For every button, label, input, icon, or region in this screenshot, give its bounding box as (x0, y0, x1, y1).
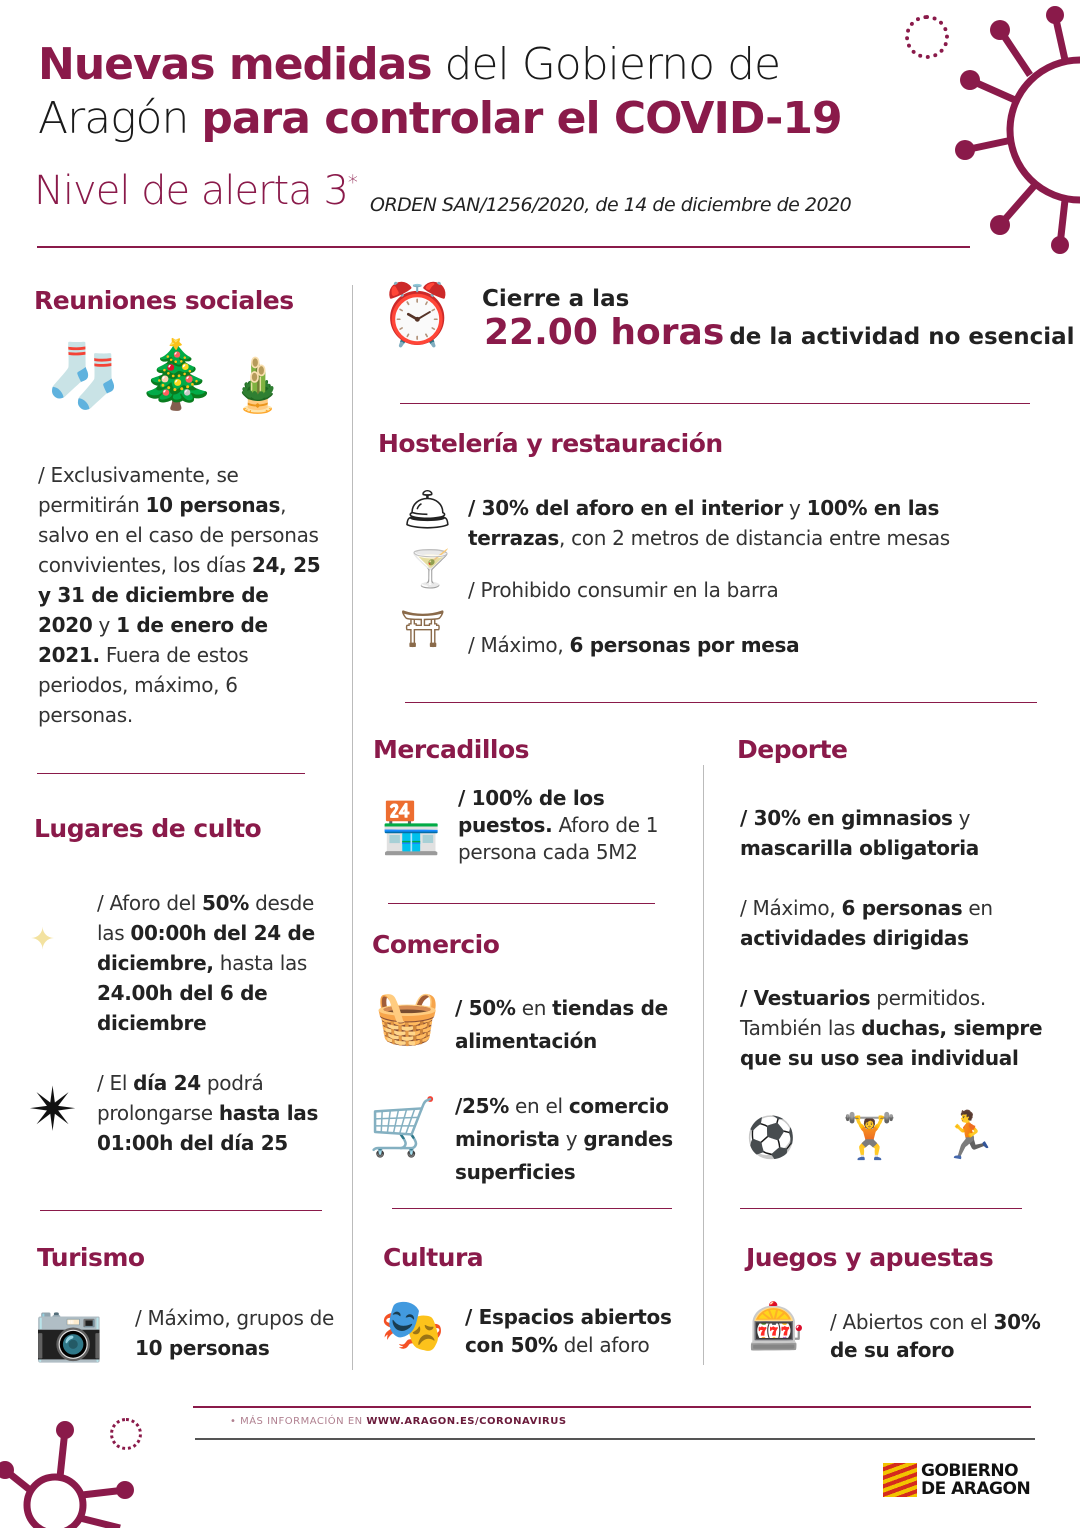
text: en (962, 896, 993, 920)
divider (740, 1208, 1022, 1209)
text: / Exclusivamente, se permitirán (38, 463, 239, 517)
hosteleria-text-3 (468, 630, 1028, 660)
mercadillos-text (458, 785, 683, 866)
basket-icon: 🧺 (375, 988, 440, 1048)
alert-footnote-mark: * (347, 170, 357, 195)
closing-line2: de la actividad no esencial (729, 324, 1075, 350)
section-title-deporte: Deporte (737, 735, 848, 764)
bold-text: 6 personas (841, 896, 963, 920)
divider (400, 403, 1030, 404)
bold-text: para controlar el COVID-19 (201, 93, 842, 144)
section-title-juegos: Juegos y apuestas (746, 1243, 994, 1272)
virus-icon (940, 0, 1080, 260)
bold-text: comercio minorista (455, 1094, 669, 1151)
gobierno-aragon-logo (883, 1462, 1030, 1498)
text: / Aforo del (97, 891, 203, 915)
text: Fuera de estos periodos, máximo, 6 personas. (38, 643, 249, 727)
shopping-cart-icon: 🛒 (368, 1095, 438, 1160)
logo-line1: GOBIERNO (921, 1461, 1019, 1481)
deporte-text-2 (740, 893, 1060, 953)
footer-divider (193, 1406, 1031, 1408)
text: y (783, 496, 807, 520)
text: Aragón (38, 93, 202, 144)
bold-text: hasta las 01:00h del día 25 (97, 1101, 319, 1155)
reuniones-text (38, 460, 328, 730)
bold-text: tiendas de alimentación (455, 996, 668, 1053)
aragon-flag-icon (883, 1463, 917, 1497)
hosteleria-text-1 (468, 493, 1038, 553)
section-title-comercio: Comercio (372, 930, 500, 959)
order-reference: ORDEN SAN/1256/2020, de 14 de diciembre de 2020 (370, 194, 852, 216)
text: / Máximo, grupos de (135, 1306, 335, 1330)
christmas-tree-icon: 🎄 (135, 336, 218, 413)
weightlifter-icon: 🏋 (842, 1111, 897, 1162)
divider (392, 1208, 672, 1209)
culto-text-1 (97, 888, 347, 1038)
bold-text: grandes superficies (455, 1127, 673, 1184)
cultura-text (465, 1303, 690, 1359)
bold-text: mascarilla obligatoria (740, 836, 979, 860)
section-title-turismo: Turismo (37, 1243, 145, 1272)
text: / Máximo, (740, 896, 842, 920)
text: permitidos. También las (740, 986, 986, 1040)
text: / El (97, 1071, 134, 1095)
text: del Gobierno de (431, 39, 781, 90)
text: en (515, 996, 553, 1020)
section-title-reuniones: Reuniones sociales (34, 286, 294, 315)
more-info-link[interactable]: WWW.ARAGON.ES/CORONAVIRUS (366, 1416, 567, 1427)
more-info-label: MÁS INFORMACIÓN EN (240, 1416, 367, 1427)
logo-line2: DE ARAGON (921, 1479, 1031, 1499)
title-line (38, 92, 918, 146)
text: y (559, 1127, 584, 1151)
page-title (38, 38, 918, 146)
star-icon: ✴ (28, 1075, 79, 1145)
text: podrá prolongarse (97, 1071, 264, 1125)
runner-icon: 🏃 (940, 1108, 998, 1162)
hosteleria-text-2 (468, 575, 1028, 605)
bold-text: 10 personas (135, 1336, 270, 1360)
header-divider (37, 246, 970, 248)
text: y (952, 806, 971, 830)
bold-text: / 100% de los puestos. (458, 786, 605, 837)
alert-level-text: Nivel de alerta 3 (34, 168, 348, 214)
bold-text: 50% (202, 891, 250, 915)
text: / Prohibido consumir en la barra (468, 578, 779, 602)
cloche-icon: 🛎 (402, 487, 453, 533)
text: en el (508, 1094, 569, 1118)
section-title-hosteleria: Hostelería y restauración (378, 429, 723, 458)
alarm-clock-icon: ⏰ (380, 280, 455, 350)
divider (40, 1210, 322, 1211)
poker-chips-icon: 🎰 (748, 1299, 806, 1353)
bold-text: duchas, siempre que su uso sea individual (740, 1016, 1043, 1070)
closing-time-value: 22.00 horas (484, 312, 725, 353)
soccer-ball-icon: ⚽ (746, 1115, 796, 1161)
divider (37, 773, 305, 774)
bold-text: 30% de su aforo (830, 1310, 1041, 1362)
bold-text: 100% en las terrazas (468, 496, 940, 550)
bold-text: / 30% en gimnasios (740, 806, 953, 830)
stocking-icon: 🧦 (45, 339, 123, 412)
theater-masks-icon: 🎭 (380, 1296, 445, 1356)
bold-text: actividades dirigidas (740, 926, 969, 950)
text: / Máximo, (468, 633, 570, 657)
column-divider (703, 765, 704, 1365)
deporte-text-3 (740, 983, 1060, 1073)
small-virus-icon (110, 1418, 142, 1450)
juegos-text (830, 1308, 1050, 1364)
section-title-culto: Lugares de culto (34, 814, 262, 843)
bold-text: 00:00h del 24 de diciembre, (97, 921, 315, 975)
text: desde las (97, 891, 315, 945)
bold-text: / Vestuarios (740, 986, 871, 1010)
closing-time (484, 312, 1075, 353)
bold-text: /25% (455, 1094, 509, 1118)
bold-text: 24.00h del 6 de diciembre (97, 981, 268, 1035)
closing-line1: Cierre a las (482, 286, 630, 312)
bold-text: / Espacios abiertos con 50% (465, 1305, 672, 1357)
section-title-cultura: Cultura (383, 1243, 484, 1272)
comercio-text-2 (455, 1090, 700, 1189)
cocktail-icon: 🍸 (408, 549, 453, 590)
market-stall-icon: 🏪 (380, 799, 443, 857)
sparkle-icon: ✦ (30, 922, 56, 957)
bold-text: Nuevas medidas (38, 39, 432, 90)
bold-text: / 50% (455, 996, 516, 1020)
ornaments-icon: 🎍 (225, 356, 290, 416)
bold-text: 10 personas (145, 493, 281, 517)
more-info: • MÁS INFORMACIÓN EN WWW.ARAGON.ES/CORONAVIRUS (230, 1416, 567, 1427)
deporte-text-1 (740, 803, 1060, 863)
table-icon: ⛩ (400, 609, 446, 650)
text: , salvo en el caso de personas convivientes, los días (38, 493, 319, 577)
bold-text: 24, 25 y 31 de diciembre de 2020 (38, 553, 321, 637)
comercio-text-1 (455, 992, 695, 1058)
alert-level (34, 168, 357, 214)
text: , con 2 metros de distancia entre mesas (559, 526, 950, 550)
divider (405, 702, 1037, 703)
divider (388, 903, 655, 904)
camera-icon: 📷 (34, 1300, 104, 1365)
text: hasta las (213, 951, 308, 975)
bold-text: 6 personas por mesa (569, 633, 800, 657)
bold-text: / 30% del aforo en el interior (468, 496, 783, 520)
bold-text: día 24 (133, 1071, 201, 1095)
text: Aforo de 1 persona cada 5M2 (458, 813, 659, 864)
column-divider (352, 285, 353, 1370)
title-line (38, 38, 918, 92)
footer-divider (195, 1438, 1035, 1440)
text: / Abiertos con el (830, 1310, 994, 1334)
culto-text-2 (97, 1068, 337, 1158)
bold-text: 1 de enero de 2021. (38, 613, 268, 667)
section-title-mercadillos: Mercadillos (373, 735, 530, 764)
text: del aforo (557, 1333, 650, 1357)
text: y (92, 613, 117, 637)
turismo-text (135, 1303, 335, 1363)
